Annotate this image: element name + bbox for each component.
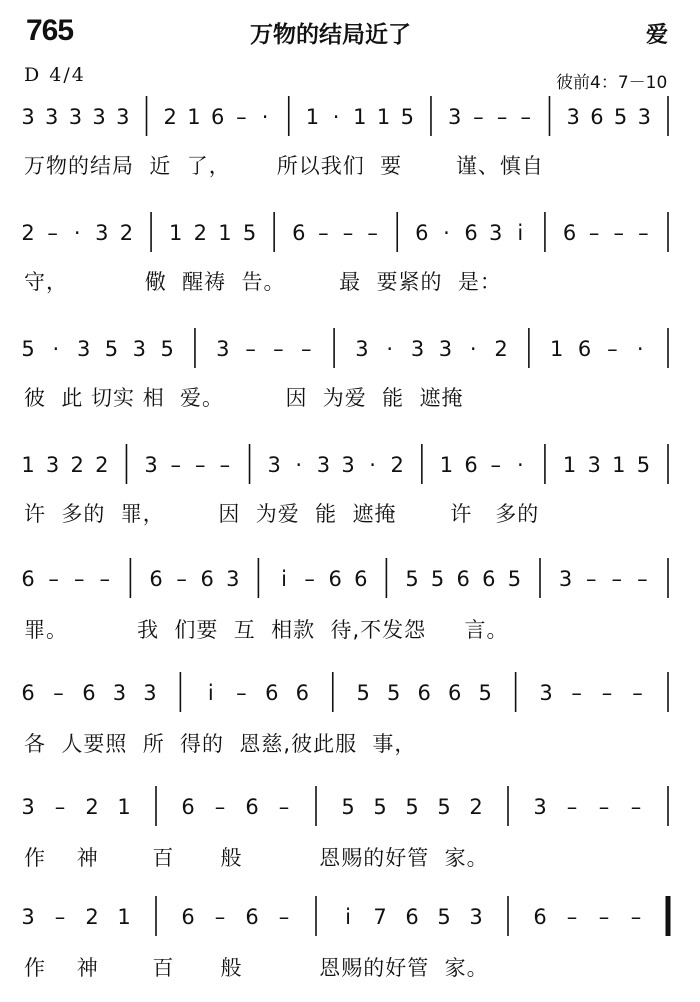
note-token: – [54,795,66,819]
note-token: 6 [149,567,163,591]
note-token: 6 [464,453,478,477]
note-token: 3 [637,105,651,129]
note-token: – [632,681,643,705]
note-token: 3 [469,905,483,929]
note-token: 2 [469,795,483,819]
scripture-reference: 彼前4：7－10 [556,73,668,93]
lyric-line: 许 多的 罪， 因 为爱 能 遮掩 许 多的 [24,502,540,526]
note-token: 3 [21,795,35,819]
note-token: 6 [181,905,195,929]
note-token: – [588,221,600,245]
note-token: 5 [387,681,401,705]
note-token: – [598,795,610,819]
note-token: 6 [456,567,470,591]
note-token: 6 [533,905,547,929]
note-token: 6 [447,681,462,705]
note-token: 2 [390,453,404,477]
note-token: – [214,905,226,929]
note-token: 5 [437,795,451,819]
note-token: 6 [292,221,306,245]
note-token: 5 [160,337,174,361]
note-token: 6 [417,681,431,705]
lyric-line: 作 神 百 般 恩赐的好管 家。 [24,956,489,980]
lyric-line: 作 神 百 般 恩赐的好管 家。 [24,846,489,870]
note-token: – [566,905,578,929]
note-token: 5 [341,795,355,819]
note-token: – [637,567,648,591]
note-token: 6 [415,221,429,245]
note-token: 3 [355,337,369,361]
note-token: – [245,337,256,361]
note-token: · [295,453,303,477]
note-token: 2 [21,221,35,245]
note-token: 3 [267,453,281,477]
note-token: 3 [316,453,331,477]
note-token: · [261,105,269,129]
note-token: 5 [478,681,492,705]
note-token: · [332,105,340,129]
note-token: 6 [482,567,496,591]
note-token: 1 [305,105,320,129]
note-token: · [52,337,60,361]
note-token: 1 [376,105,391,129]
song-title: 万物的结局近了 [250,22,411,48]
note-token: 6 [245,795,259,819]
note-token: 6 [210,105,225,129]
note-token: 6 [181,795,195,819]
note-token: 5 [21,337,35,361]
note-token: – [278,795,290,819]
note-token: 1 [612,453,626,477]
note-token: 5 [437,905,451,929]
note-token: 6 [21,681,35,705]
note-token: · [469,337,477,361]
note-token: – [176,567,187,591]
note-token: 1 [117,905,131,929]
note-token: 6 [200,567,214,591]
note-token: 1 [439,453,454,477]
note-token: 3 [21,105,35,129]
note-token: 5 [507,567,522,591]
note-token: 6 [562,221,577,245]
note-token: – [318,221,329,245]
lyric-line: 罪。 我 们要 互 相款 待,不发怨 言。 [24,618,509,642]
note-token: · [369,453,376,477]
note-token: i [345,905,351,929]
note-token: 6 [590,105,604,129]
note-token: 1 [187,105,201,129]
note-token: 3 [95,221,109,245]
note-token: – [571,681,582,705]
note-token: 3 [45,453,60,477]
note-token: 6 [328,567,342,591]
note-token: 5 [356,681,370,705]
note-token: · [443,221,450,245]
note-token: – [566,795,578,819]
note-token: 2 [95,453,109,477]
note-token: – [638,221,649,245]
note-token: 1 [117,795,131,819]
note-token: 3 [539,681,553,705]
note-token: 1 [169,221,183,245]
note-token: – [520,105,532,129]
lyric-line: 万物的结局 近 了， 所以我们 要 谨、慎自 [24,154,544,178]
note-token: – [367,221,378,245]
note-token: – [601,681,613,705]
note-token: – [630,795,642,819]
note-token: 2 [163,105,177,129]
note-token: 2 [85,905,99,929]
note-token: 5 [242,221,257,245]
note-token: · [516,453,524,477]
note-token: 3 [533,795,547,819]
note-token: 3 [447,105,462,129]
note-token: 1 [550,337,564,361]
note-token: – [585,567,597,591]
note-token: 5 [400,105,414,129]
note-token: 5 [373,795,387,819]
note-token: 3 [132,337,146,361]
note-token: 2 [70,453,84,477]
note-token: i [517,221,524,245]
note-token: 1 [562,453,577,477]
note-token: – [236,105,247,129]
note-token: 3 [21,905,35,929]
note-token: i [207,681,214,705]
lyric-line: 各 人要照 所 得的 恩慈,彼此服 事， [24,732,417,756]
lyric-line: 守， 儆 醒祷 告。 最 要紧的 是： [24,270,502,294]
note-token: – [490,453,501,477]
note-token: 2 [494,337,508,361]
note-token: 2 [119,221,134,245]
note-token: 5 [405,567,419,591]
note-token: – [342,221,354,245]
lyric-line: 彼 此 切实 相 爱。 因 为爱 能 遮掩 [24,386,464,410]
note-token: – [236,681,247,705]
note-token: 7 [373,905,387,929]
note-token: 6 [405,905,419,929]
note-token: – [47,221,58,245]
note-token: 2 [193,221,207,245]
note-token: 6 [295,681,309,705]
note-token: 3 [558,567,573,591]
note-token: 3 [68,105,83,129]
note-token: 3 [226,567,240,591]
note-token: 6 [354,567,368,591]
note-token: 3 [587,453,601,477]
hymn-number: 765 [26,14,74,47]
note-token: 3 [143,681,157,705]
key-signature: D 4/4 [24,64,86,86]
note-token: 3 [216,337,230,361]
note-token: – [473,105,484,129]
note-token: 6 [265,681,279,705]
note-token: · [73,221,81,245]
note-token: – [611,567,623,591]
note-token: 3 [341,453,355,477]
note-token: – [607,337,618,361]
note-token: – [170,453,181,477]
note-token: – [54,905,66,929]
note-token: 3 [566,105,580,129]
note-token: i [281,567,287,591]
note-token: – [598,905,610,929]
note-token: 3 [45,105,59,129]
note-token: 1 [353,105,367,129]
note-token: · [386,337,394,361]
note-token: 6 [21,567,35,591]
note-token: 6 [464,221,478,245]
note-token: 5 [613,105,628,129]
note-token: 5 [636,453,651,477]
note-token: 3 [438,337,453,361]
note-token: – [630,905,642,929]
note-token: 5 [430,567,445,591]
note-token: 5 [104,337,119,361]
note-token: 3 [116,105,130,129]
note-token: – [613,221,625,245]
note-token: 3 [76,337,91,361]
note-token: · [636,337,644,361]
note-token: – [301,337,312,361]
note-token: – [273,337,284,361]
note-token: 1 [218,221,232,245]
category-label: 爱 [646,23,669,48]
note-token: – [214,795,226,819]
note-token: 6 [245,905,259,929]
note-token: 3 [489,221,503,245]
note-token: 6 [82,681,96,705]
note-token: – [304,567,315,591]
note-token: 6 [577,337,592,361]
note-token: – [219,453,231,477]
note-token: – [48,567,59,591]
note-token: – [73,567,85,591]
note-token: – [278,905,290,929]
note-token: – [53,681,64,705]
note-token: 3 [410,337,425,361]
note-token: – [99,567,111,591]
note-token: 3 [112,681,127,705]
note-token: 3 [92,105,106,129]
note-token: – [496,105,508,129]
note-token: 5 [405,795,419,819]
note-token: 3 [144,453,158,477]
note-token: 1 [21,453,35,477]
note-token: – [195,453,206,477]
note-token: 2 [85,795,99,819]
